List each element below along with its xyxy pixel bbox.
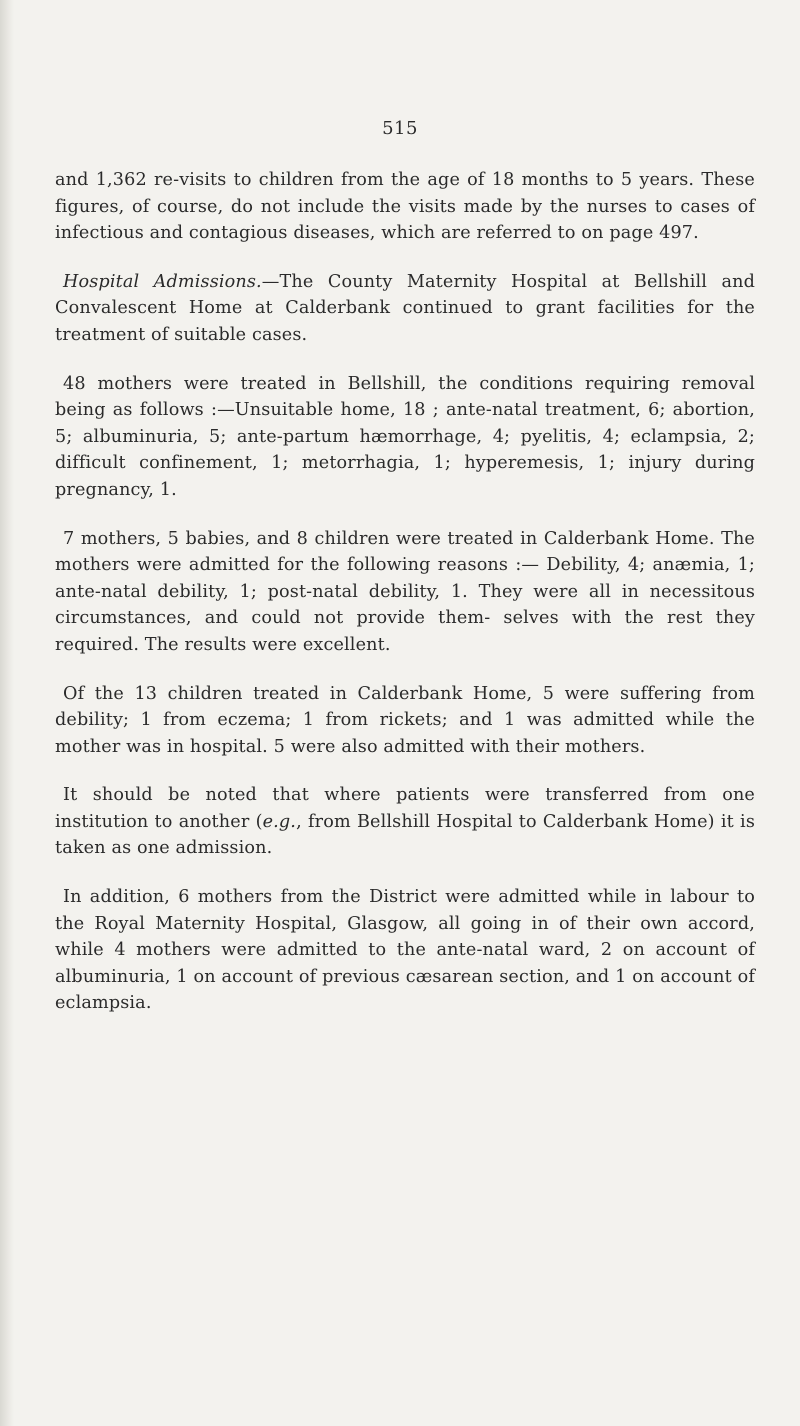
paragraph-hospital-admissions — [55, 269, 755, 349]
transfer-note-example: e.g. — [262, 811, 297, 832]
paragraph-transfer-note — [55, 782, 755, 862]
paragraph-calderbank-mothers: 7 mothers, 5 babies, and 8 children were treated in Calderbank Home. The mothers were admitted for the following reasons :— Debility, 4; anæmia, 1; ante-natal debility, 1; post-natal debility, 1. They were all in necessitous circumstances, and could not provide them- selves with the rest they required. The results were excellent. — [55, 528, 755, 655]
paragraph-child-visits: and 1,362 re-visits to children from the age of 18 months to 5 years. These figures, of course, do not include the visits made by the nurses to cases of infectious and contagious diseases, which are referred to on page 497. — [55, 170, 755, 244]
section-heading-hospital-admissions: Hospital Admissions. — [63, 271, 262, 292]
paragraph-royal-maternity: In addition, 6 mothers from the District were admitted while in labour to the Royal Maternity Hospital, Glasgow, all going in of their own accord, while 4 mothers were admitted to the ante-natal ward, 2 on account of albuminuria, 1 on account of previous cæsarean section, and 1 on account of eclampsia. — [55, 887, 755, 1014]
page-left-edge — [0, 0, 14, 1426]
paragraph-calderbank-children: Of the 13 children treated in Calderbank Home, 5 were suffering from debility; 1 from eczema; 1 from rickets; and 1 was admitted while the mother was in hospital. 5 were also admitted with their mothers. — [55, 683, 755, 757]
page-number: 515 — [382, 118, 418, 139]
transfer-note-text-start: It should be noted that where patients were transferred from one institution to another ( — [55, 785, 755, 832]
hospital-admissions-text: —The County Maternity Hospital at Bellshill and Convalescent Home at Calderbank continued to grant facilities for the treatment of suitable cases. — [55, 271, 755, 345]
transfer-note-text-end: , from Bellshill Hospital to Calderbank Home) it is taken as one admission. — [55, 811, 756, 859]
document-body — [55, 167, 755, 1039]
paragraph-bellshill-mothers: 48 mothers were treated in Bellshill, the conditions requiring removal being as follows :—Unsuitable home, 18 ; ante-natal treatment, 6; abortion, 5; albuminuria, 5; ante-partum hæmorrhage, 4; pyelitis, 4; eclampsia, 2; difficult confinement, 1; metorrhagia, 1; hyperemesis, 1; injury during pregnancy, 1. — [55, 373, 755, 500]
